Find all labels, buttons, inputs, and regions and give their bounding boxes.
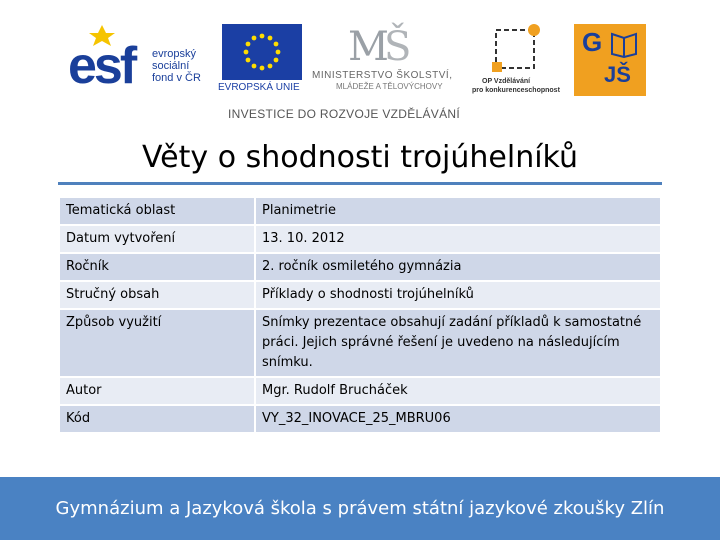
esf-logo (68, 24, 208, 96)
op-logo (470, 20, 570, 100)
op-line1: OP Vzdělávání (482, 78, 531, 85)
esf-text (152, 48, 201, 84)
page-title: Věty o shodnosti trojúhelníků (141, 140, 579, 175)
msmt-line2: MLÁDEŽE A TĚLOVÝCHOVY (336, 82, 443, 91)
row-value: 2. ročník osmiletého gymnázia (255, 253, 661, 281)
row-value: 13. 10. 2012 (255, 225, 661, 253)
logo-banner (0, 0, 720, 130)
esf-line: evropský (152, 48, 197, 60)
row-label: Tematická oblast (59, 197, 255, 225)
table-row (59, 377, 661, 405)
row-value: Příklady o shodnosti trojúhelníků (255, 281, 661, 309)
row-label: Datum vytvoření (59, 225, 255, 253)
table-row (59, 405, 661, 433)
table-row (59, 197, 661, 225)
table-row (59, 309, 661, 377)
gjs-logo (574, 24, 646, 96)
eu-label: EVROPSKÁ UNIE (218, 82, 300, 93)
row-label: Ročník (59, 253, 255, 281)
msmt-line1: MINISTERSTVO ŠKOLSTVÍ, (312, 70, 453, 81)
row-label: Stručný obsah (59, 281, 255, 309)
op-emblem-icon (488, 22, 548, 76)
esf-wordmark: esf (68, 37, 135, 95)
eu-logo (218, 24, 308, 98)
row-value: Snímky prezentace obsahují zadání příkladů k samostatné práci. Jejich správné řešení je uvedeno na následujícím snímku. (255, 309, 661, 377)
funding-tagline: INVESTICE DO ROZVOJE VZDĚLÁVÁNÍ (228, 107, 461, 121)
info-table (58, 196, 662, 434)
row-label: Způsob využití (59, 309, 255, 377)
msmt-logo (308, 20, 458, 100)
row-value: Mgr. Rudolf Brucháček (255, 377, 661, 405)
title-divider (58, 182, 662, 185)
gjs-letters-js: JŠ (604, 62, 631, 87)
row-label: Kód (59, 405, 255, 433)
row-label: Autor (59, 377, 255, 405)
gjs-letter-g: G (582, 27, 603, 57)
school-footer: Gymnázium a Jazyková škola s právem státní jazykové zkoušky Zlín (0, 477, 720, 540)
op-line2: pro konkurenceschopnost (472, 87, 560, 94)
table-row (59, 253, 661, 281)
eu-flag-icon (222, 24, 302, 80)
svg-text:M: M (348, 24, 389, 64)
svg-text:Š: Š (384, 24, 412, 64)
esf-line: sociální (152, 60, 190, 72)
row-value: Planimetrie (255, 197, 661, 225)
esf-line: fond v ČR (152, 72, 201, 84)
table-row (59, 225, 661, 253)
msmt-emblem-icon (344, 20, 424, 64)
table-row (59, 281, 661, 309)
row-value: VY_32_INOVACE_25_MBRU06 (255, 405, 661, 433)
book-icon (610, 30, 640, 58)
